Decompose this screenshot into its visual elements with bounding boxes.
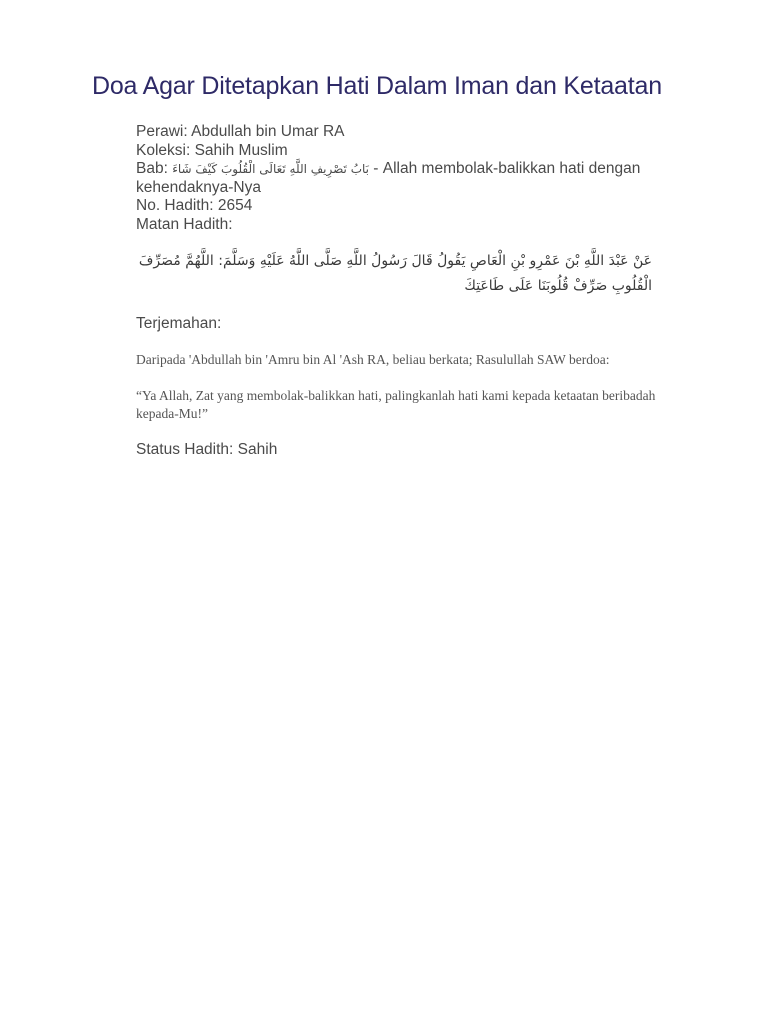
page-title: Doa Agar Ditetapkan Hati Dalam Iman dan Ketaatan: [92, 72, 662, 100]
hadith-metadata: [136, 123, 656, 234]
bab-line: [136, 160, 656, 197]
terjemahan-quote: “Ya Allah, Zat yang membolak-balikkan hati, palingkanlah hati kami kepada ketaatan beribadah kepada-Mu!”: [136, 388, 656, 421]
terjemahan-intro: Daripada 'Abdullah bin 'Amru bin Al 'Ash RA, beliau berkata; Rasulullah SAW berdoa:: [136, 352, 610, 367]
hadith-number: No. Hadith: 2654: [136, 197, 253, 214]
matan-arabic-text: عَنْ عَبْدَ اللَّهِ بْنَ عَمْرِو بْنِ الْعَاصِ يَقُولُ قَالَ رَسُولُ اللَّهِ صَلَّى اللَّهُ عَلَيْهِ وَسَلَّمَ: اللَّهُمَّ مُصَرِّفَ الْقُلُوبِ صَرِّفْ قُلُوبَنَا عَلَى طَاعَتِكَ: [138, 253, 652, 294]
bab-text: - Allah membolak-balikkan hati dengan kehendaknya-Nya: [136, 160, 641, 196]
perawi-line: Perawi: Abdullah bin Umar RA: [136, 123, 345, 140]
bab-arabic: بَابُ تَصْرِيفِ اللَّهِ تَعَالَى الْقُلُوبَ كَيْفَ شَاءَ: [172, 162, 369, 176]
matan-label: Matan Hadith:: [136, 215, 233, 233]
status-hadith: Status Hadith: Sahih: [136, 441, 278, 458]
terjemahan-label: Terjemahan:: [136, 315, 222, 332]
koleksi-line: Koleksi: Sahih Muslim: [136, 141, 288, 159]
bab-label: Bab:: [136, 160, 168, 177]
